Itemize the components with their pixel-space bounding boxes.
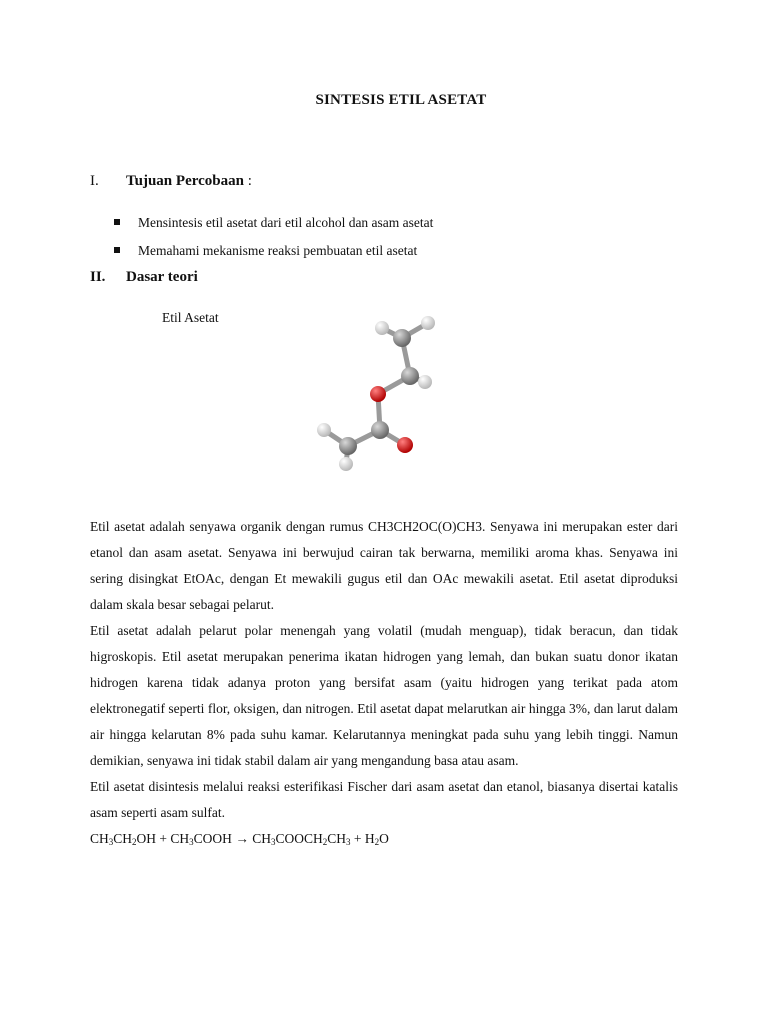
figure-caption: Etil Asetat [162,310,219,325]
list-item [114,214,433,242]
carbon-atom [401,367,419,385]
formula-ethyl-acetate: $CH_3COOCH_2CH_3$ [252,831,351,847]
reaction-arrow-icon: → [231,831,253,846]
carbon-atom [339,437,357,455]
plus-sign: + [350,831,365,846]
list-item [114,242,433,270]
bullet-square-icon [114,219,120,225]
formula-water: $H_2O$ [364,831,389,847]
body-text [90,514,678,852]
paragraph: Etil asetat adalah senyawa organik dengan rumus CH3CH2OC(O)CH3. Senyawa ini merupakan ester dari etanol dan asam asetat. Senyawa ini berwujud cairan tak berwarna, memiliki aroma khas. Senyawa ini sering disingkat EtOAc, dengan Et mewakili gugus etil dan OAc mewakili asetat. Etil asetat diproduksi dalam skala besar sebagai pelarut. [90,519,678,612]
ethyl-acetate-molecule-image [310,310,445,475]
bullet-square-icon [114,247,120,253]
carbon-atom [371,421,389,439]
objectives-list [114,214,433,270]
paragraph: Etil asetat adalah pelarut polar menengah yang volatil (mudah menguap), tidak beracun, dan tidak higroskopis. Etil asetat merupakan penerima ikatan hidrogen yang lemah, dan bukan suatu donor ikatan hidrogen karena tidak adanya proton yang bersifat asam (yaitu hidrogen yang terikat pada atom elektronegatif seperti flor, oksigen, dan nitrogen. Etil asetat dapat melarutkan air hingga 3%, dan larut dalam air hingga kelarutan 8% pada suhu kamar. Kelarutannya meningkat pada suhu yang lebih tinggi. Namun demikian, senyawa ini tidak stabil dalam air yang mengandung basa atau asam. [90,623,678,768]
section-1-colon: : [243,173,252,189]
oxygen-atom [397,437,413,453]
list-item-text: Mensintesis etil asetat dari etil alcohol dan asam asetat [138,215,434,230]
section-2-title: Dasar teori [126,269,198,285]
hydrogen-atom [317,423,331,437]
document-title: SINTESIS ETIL ASETAT [315,92,487,108]
hydrogen-atom [339,457,353,471]
oxygen-atom [370,386,386,402]
carbon-atom [393,329,411,347]
section-2-heading [90,269,198,286]
section-1-title: Tujuan Percobaan [126,173,244,189]
section-1-heading [90,173,252,190]
plus-sign: + [156,831,171,846]
reaction-equation [90,826,678,852]
list-item-text: Memahami mekanisme reaksi pembuatan etil asetat [138,243,418,258]
hydrogen-atom [418,375,432,389]
hydrogen-atom [421,316,435,330]
formula-ethanol: $CH_3CH_2OH$ [90,831,157,847]
paragraph: Etil asetat disintesis melalui reaksi esterifikasi Fischer dari asam asetat dan etanol, biasanya disertai katalis asam seperti asam sulfat. [90,779,678,820]
hydrogen-atom [375,321,389,335]
section-2-number: II. [90,269,106,285]
section-1-number: I. [90,173,99,189]
formula-acetic-acid: $CH_3COOH$ [170,831,232,847]
